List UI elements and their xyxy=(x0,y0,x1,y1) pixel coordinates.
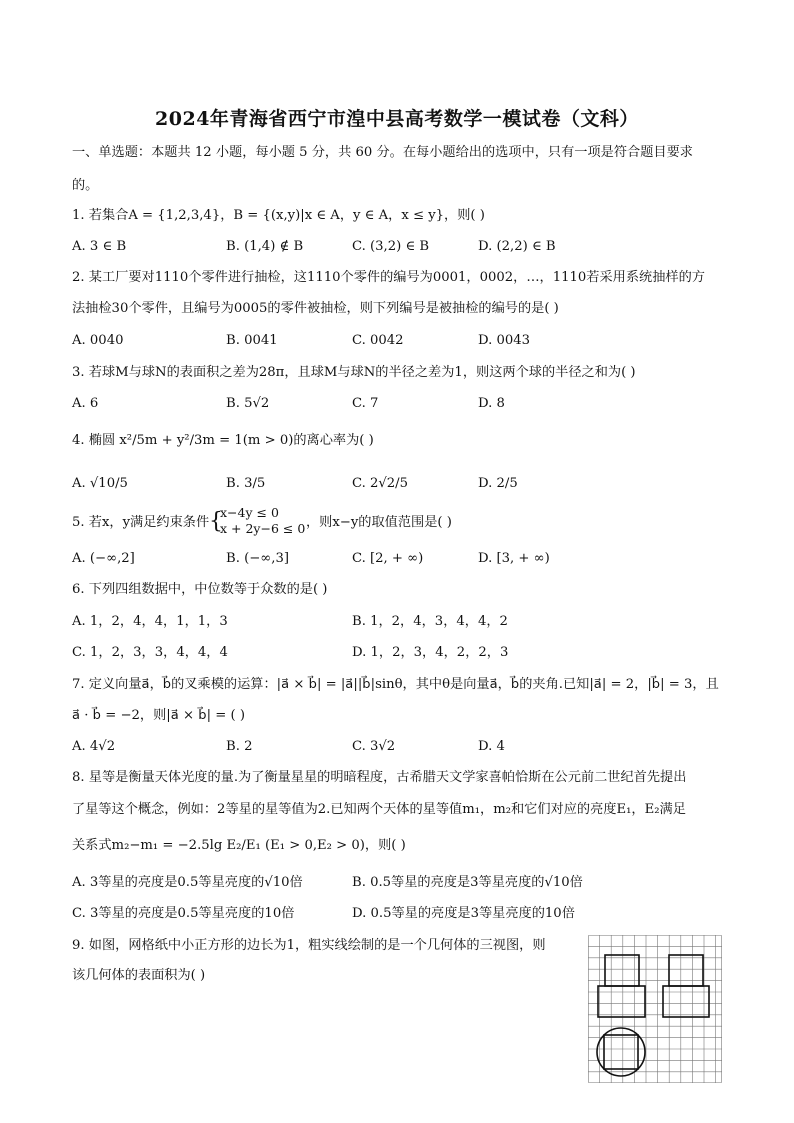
q8-option-d: D. 0.5等星的亮度是3等星亮度的10倍 xyxy=(352,906,575,921)
q5-condition-2: x + 2y−6 ≤ 0 xyxy=(220,521,306,536)
side-view xyxy=(663,955,709,1017)
q5-option-d: D. [3, + ∞) xyxy=(478,551,550,566)
q5-option-b: B. (−∞,3] xyxy=(226,551,289,566)
question-8-stem-line1: 8. 星等是衡量天体光度的量.为了衡量星星的明暗程度，古希腊天文学家喜帕恰斯在公元前二世纪首先提出 xyxy=(72,770,687,785)
q7-option-a: A. 4√2 xyxy=(72,739,116,754)
question-9-stem-line1: 9. 如图，网格纸中小正方形的边长为1，粗实线绘制的是一个几何体的三视图，则 xyxy=(72,938,546,953)
q5-option-c: C. [2, + ∞) xyxy=(352,551,424,566)
q2-option-a: A. 0040 xyxy=(72,333,124,348)
question-2-stem-line2: 法抽检30个零件，且编号为0005的零件被抽检，则下列编号是被抽检的编号的是( ) xyxy=(72,301,559,316)
q4-option-d: D. 2/5 xyxy=(478,476,518,491)
question-1-stem: 1. 若集合A = {1,2,3,4}，B = {(x,y)|x ∈ A，y ∈ A，x ≤ y}，则( ) xyxy=(72,208,485,223)
grid-lines xyxy=(588,935,722,1083)
page-title: 2024年青海省西宁市湟中县高考数学一模试卷（文科） xyxy=(155,108,639,130)
question-7-stem-line2: a⃗ · b⃗ = −2，则|a⃗ × b⃗| = ( ) xyxy=(72,708,245,723)
question-9-stem-line2: 该几何体的表面积为( ) xyxy=(72,968,206,983)
question-7-stem-line1: 7. 定义向量a⃗，b⃗的叉乘模的运算：|a⃗ × b⃗| = |a⃗||b⃗|sinθ，其中θ是向量a⃗，b⃗的夹角.已知|a⃗| = 2，|b⃗| = 3，且 xyxy=(72,677,719,692)
question-2-stem-line1: 2. 某工厂要对1110个零件进行抽检，这1110个零件的编号为0001，0002，…，1110若采用系统抽样的方 xyxy=(72,270,705,285)
q7-option-b: B. 2 xyxy=(226,739,253,754)
question-3-stem: 3. 若球M与球N的表面积之差为28π，且球M与球N的半径之差为1，则这两个球的半径之和为( ) xyxy=(72,365,636,380)
q3-option-b: B. 5√2 xyxy=(226,396,270,411)
q2-option-c: C. 0042 xyxy=(352,333,404,348)
q5-condition-1: x−4y ≤ 0 xyxy=(220,505,279,520)
section-instructions-line1: 一、单选题：本题共 12 小题，每小题 5 分，共 60 分。在每小题给出的选项中，只有一项是符合题目要求 xyxy=(72,145,693,160)
q7-option-d: D. 4 xyxy=(478,739,505,754)
three-view-grid-figure xyxy=(588,935,722,1083)
top-view xyxy=(597,1028,645,1076)
brace-icon: { xyxy=(209,509,223,534)
q2-option-d: D. 0043 xyxy=(478,333,531,348)
question-5-stem xyxy=(72,505,722,541)
q8-option-b: B. 0.5等星的亮度是3等星亮度的√10倍 xyxy=(352,875,583,890)
q5-option-a: A. (−∞,2] xyxy=(72,551,135,566)
question-4-stem: 4. 椭圆 x²/5m + y²/3m = 1(m > 0)的离心率为( ) xyxy=(72,433,374,448)
q7-option-c: C. 3√2 xyxy=(352,739,396,754)
q3-option-d: D. 8 xyxy=(478,396,505,411)
question-6-stem: 6. 下列四组数据中，中位数等于众数的是( ) xyxy=(72,582,328,597)
q1-option-c: C. (3,2) ∈ B xyxy=(352,239,430,254)
q1-option-b: B. (1,4) ∉ B xyxy=(226,239,304,254)
q4-option-a: A. √10/5 xyxy=(72,476,128,491)
q3-option-c: C. 7 xyxy=(352,396,379,411)
question-8-stem-line3: 关系式m₂−m₁ = −2.5lg E₂/E₁ (E₁ > 0,E₂ > 0)，则( ) xyxy=(72,838,406,853)
q6-option-c: C. 1，2，3，3，4，4，4 xyxy=(72,645,228,660)
section-instructions-line2: 的。 xyxy=(72,178,99,193)
q4-option-c: C. 2√2/5 xyxy=(352,476,409,491)
q3-option-a: A. 6 xyxy=(72,396,99,411)
q5-stem-pre: 5. 若x，y满足约束条件 xyxy=(72,515,210,530)
question-8-stem-line2: 了星等这个概念，例如：2等星的星等值为2.已知两个天体的星等值m₁，m₂和它们对应的亮度E₁，E₂满足 xyxy=(72,802,686,817)
q1-option-d: D. (2,2) ∈ B xyxy=(478,239,556,254)
q8-option-c: C. 3等星的亮度是0.5等星亮度的10倍 xyxy=(72,906,295,921)
q5-stem-post: ，则x−y的取值范围是( ) xyxy=(306,515,452,530)
front-view xyxy=(598,955,645,1017)
q2-option-b: B. 0041 xyxy=(226,333,278,348)
q8-option-a: A. 3等星的亮度是0.5等星亮度的√10倍 xyxy=(72,875,303,890)
q6-option-d: D. 1，2，3，4，2，2，3 xyxy=(352,645,509,660)
q1-option-a: A. 3 ∈ B xyxy=(72,239,127,254)
q4-option-b: B. 3/5 xyxy=(226,476,266,491)
q6-option-b: B. 1，2，4，3，4，4，2 xyxy=(352,614,508,629)
q6-option-a: A. 1，2，4，4，1，1，3 xyxy=(72,614,228,629)
